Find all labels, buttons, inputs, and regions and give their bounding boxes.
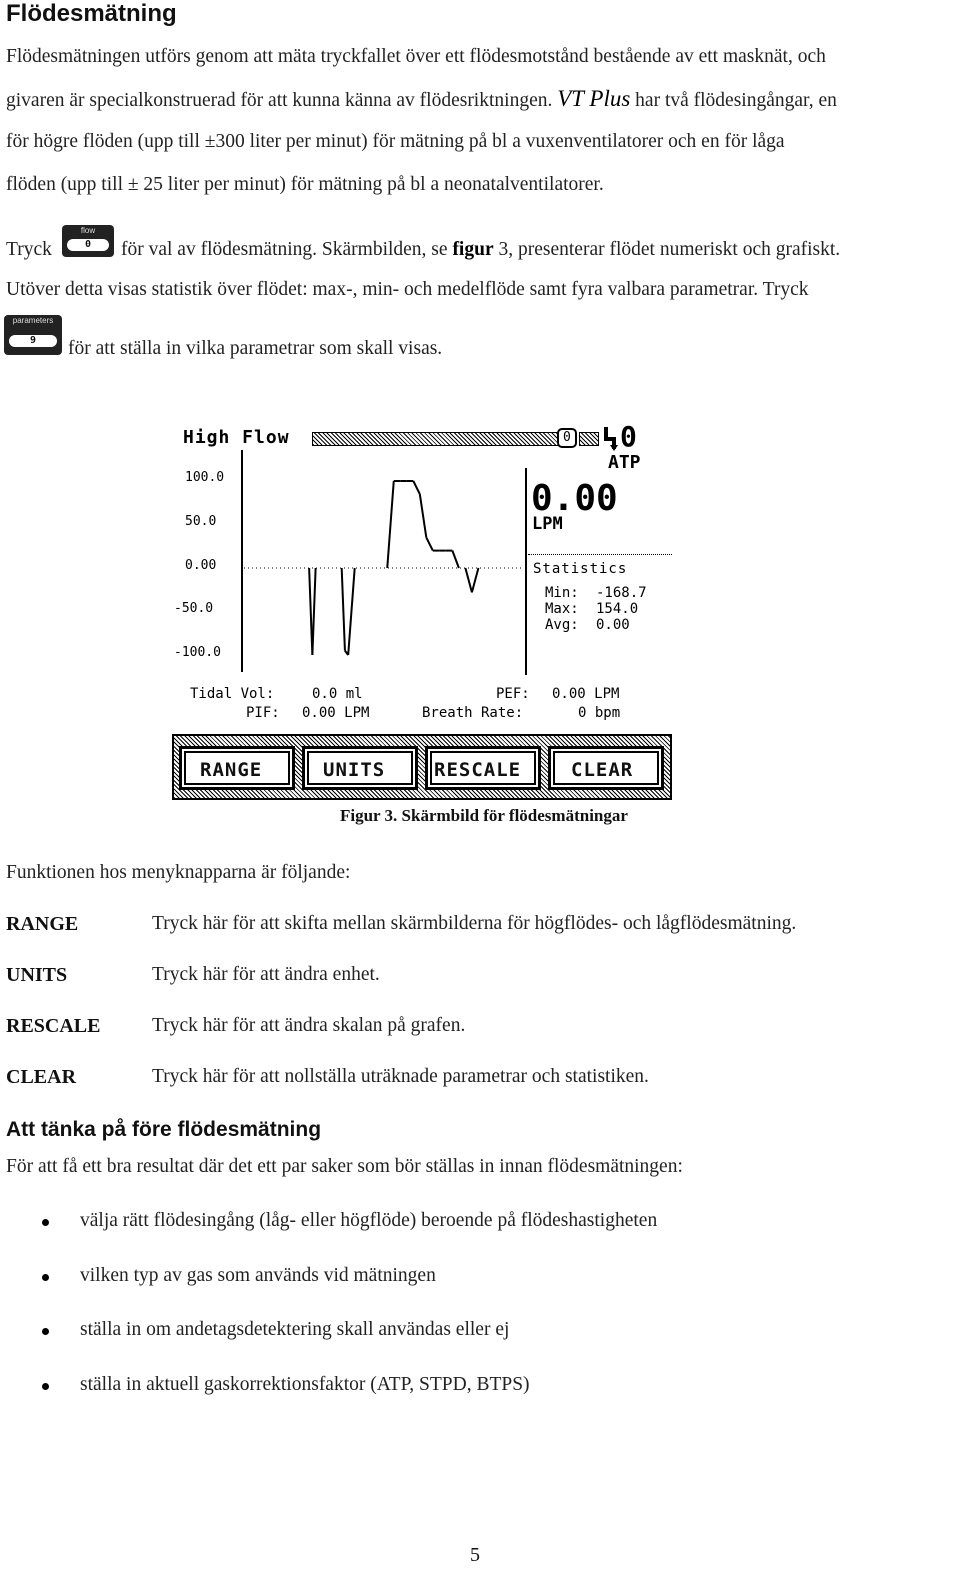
pre-list-text: För att få ett bra resultat där det ett par saker som bör ställas in innan flödesmätningen: bbox=[6, 1156, 683, 1177]
flow-waveform-plot bbox=[172, 420, 532, 680]
waveform-segment bbox=[420, 494, 427, 538]
figure-caption: Figur 3. Skärmbild för flödesmätningar bbox=[340, 806, 628, 825]
flow-slider-track-right bbox=[579, 432, 599, 446]
bullet-dot bbox=[42, 1383, 49, 1390]
pif-label: PIF: bbox=[246, 705, 280, 721]
tryck-word: Tryck bbox=[6, 239, 52, 260]
def-term-units: UNITS bbox=[6, 964, 68, 986]
breath-rate-value: 0 bpm bbox=[578, 705, 621, 721]
flow-slider-thumb: 0 bbox=[557, 428, 577, 448]
screen-title: High Flow bbox=[183, 427, 290, 448]
page-title: Flödesmätning bbox=[6, 0, 177, 27]
menu-intro: Funktionen hos menyknapparna är följande: bbox=[6, 862, 351, 883]
flow-reading-value: 0.00 bbox=[531, 478, 618, 519]
tidal-vol-label: Tidal Vol: bbox=[190, 686, 275, 702]
def-desc-units: Tryck här för att ändra enhet. bbox=[152, 964, 380, 985]
y-tick-minus-50: -50.0 bbox=[174, 601, 214, 616]
def-term-clear: CLEAR bbox=[6, 1066, 77, 1088]
stat-min-label: Min: bbox=[545, 585, 579, 601]
intro-line-2-a: givaren är specialkonstruerad för att kunna känna av flödesriktningen. bbox=[6, 90, 553, 111]
waveform-segment bbox=[342, 568, 345, 651]
waveform-segment bbox=[348, 568, 355, 655]
page-number: 5 bbox=[470, 1544, 480, 1566]
stats-divider bbox=[528, 554, 672, 555]
clear-softkey[interactable]: CLEAR bbox=[548, 746, 664, 790]
parameters-key-icon: parameters 9 bbox=[4, 315, 62, 355]
intro-line-1: Flödesmätningen utförs genom att mäta tryckfallet över ett flödesmotstånd bestående av ett masknät, och bbox=[6, 46, 826, 67]
tryck-line-1: för val av flödesmätning. Skärmbilden, se figur 3, presenterar flödet numeriskt och grafiskt. bbox=[121, 239, 841, 260]
stat-avg-label: Avg: bbox=[545, 617, 579, 633]
waveform-segment bbox=[452, 551, 459, 568]
pef-label: PEF: bbox=[496, 686, 530, 702]
y-tick-0: 0.00 bbox=[185, 558, 217, 573]
stat-avg-value: 0.00 bbox=[596, 617, 630, 633]
waveform-segment bbox=[413, 481, 420, 494]
y-tick-minus-100: -100.0 bbox=[174, 645, 221, 660]
units-softkey[interactable]: UNITS bbox=[302, 746, 418, 790]
flow-reading-unit: LPM bbox=[532, 514, 563, 534]
pef-value: 0.00 LPM bbox=[552, 686, 620, 702]
bullet-dot bbox=[42, 1274, 49, 1281]
tidal-vol-value: 0.0 ml bbox=[312, 686, 363, 702]
vt-plus-brand: VT Plus bbox=[557, 86, 631, 111]
stats-title: Statistics bbox=[533, 561, 628, 577]
section-heading: Att tänka på före flödesmätning bbox=[6, 1118, 322, 1141]
def-desc-range: Tryck här för att skifta mellan skärmbilderna för högflödes- och lågflödesmätning. bbox=[152, 913, 797, 934]
stat-max-value: 154.0 bbox=[596, 601, 639, 617]
bullet-dot bbox=[42, 1219, 49, 1226]
y-tick-100: 100.0 bbox=[185, 470, 225, 485]
stat-min-value: -168.7 bbox=[596, 585, 647, 601]
intro-line-2-b: har två flödesingångar, en bbox=[635, 90, 837, 111]
breath-rate-label: Breath Rate: bbox=[422, 705, 524, 721]
zero-digit: 0 bbox=[620, 420, 637, 453]
tryck-line-3: för att ställa in vilka parametrar som skall visas. bbox=[68, 338, 443, 359]
intro-line-2 bbox=[6, 86, 837, 112]
tryck-line-2: Utöver detta visas statistik över flödet: max-, min- och medelflöde samt fyra valbara parametrar. Tryck bbox=[6, 279, 809, 300]
bullet-dot bbox=[42, 1328, 49, 1335]
range-softkey[interactable]: RANGE bbox=[179, 746, 295, 790]
def-term-range: RANGE bbox=[6, 913, 79, 935]
intro-line-3: för högre flöden (upp till ±300 liter per minut) för mätning på bl a vuxenventilatorer och en för låga bbox=[6, 131, 785, 152]
list-item: välja rätt flödesingång (låg- eller högflöde) beroende på flödeshastigheten bbox=[80, 1210, 658, 1231]
waveform-segment bbox=[465, 568, 472, 592]
flow-key-icon: flow 0 bbox=[62, 225, 114, 257]
flow-direction-icon bbox=[600, 427, 620, 451]
waveform-segment bbox=[387, 481, 394, 568]
device-screen bbox=[172, 420, 672, 802]
intro-line-4: flöden (upp till ± 25 liter per minut) för mätning på bl a neonatalventilatorer. bbox=[6, 174, 604, 195]
list-item: ställa in aktuell gaskorrektionsfaktor (ATP, STPD, BTPS) bbox=[80, 1374, 530, 1395]
def-desc-rescale: Tryck här för att ändra skalan på grafen. bbox=[152, 1015, 466, 1036]
stat-max-label: Max: bbox=[545, 601, 579, 617]
waveform-segment bbox=[312, 568, 315, 655]
waveform-segment bbox=[426, 538, 433, 551]
rescale-softkey[interactable]: RESCALE bbox=[425, 746, 541, 790]
def-term-rescale: RESCALE bbox=[6, 1015, 101, 1037]
list-item: ställa in om andetagsdetektering skall användas eller ej bbox=[80, 1319, 510, 1340]
pif-value: 0.00 LPM bbox=[302, 705, 370, 721]
def-desc-clear: Tryck här för att nollställa uträknade parametrar och statistiken. bbox=[152, 1066, 649, 1087]
list-item: vilken typ av gas som används vid mätningen bbox=[80, 1265, 436, 1286]
y-tick-50: 50.0 bbox=[185, 514, 217, 529]
unit-mode-atp: ATP bbox=[608, 452, 641, 473]
waveform-segment bbox=[472, 568, 479, 592]
